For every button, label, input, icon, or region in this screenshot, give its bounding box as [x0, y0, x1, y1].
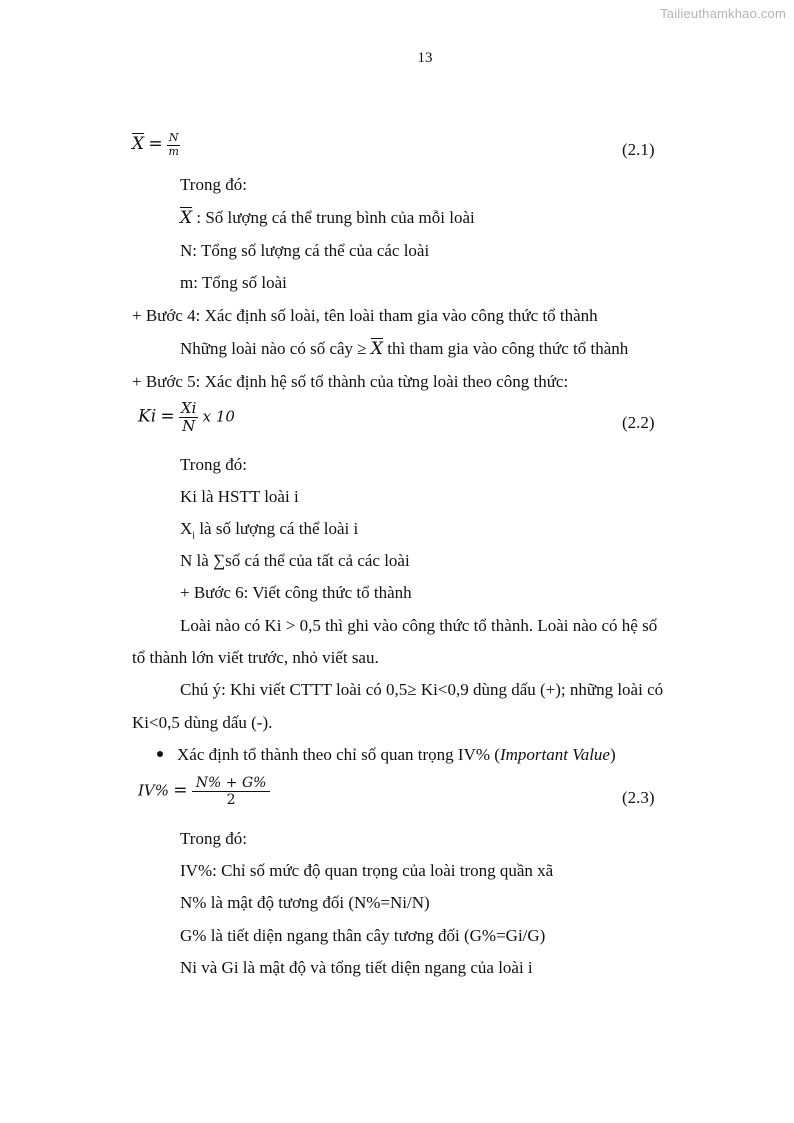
g-percent-definition: G% là tiết diện ngang thân cây tương đối (G%=Gi/G) [180, 926, 546, 945]
xi-subscript: i [192, 530, 196, 542]
note-line2: Ki<0,5 dùng dấu (-). [132, 713, 273, 732]
bullet-icon [157, 751, 163, 757]
eq3-numerator: N% + G% [192, 775, 271, 792]
step-6-title: + Bước 6: Viết công thức tổ thành [180, 583, 412, 602]
page-number: 13 [417, 50, 433, 66]
iv-definition: IV%: Chỉ số mức độ quan trọng của loài trong quần xã [180, 861, 554, 880]
eq2-lhs: Ki [138, 406, 157, 427]
n-definition-2: N là ∑số cá thể của tất cả các loài [180, 551, 410, 570]
step-4-title: + Bước 4: Xác định số loài, tên loài tham gia vào công thức tổ thành [132, 306, 598, 325]
equation-2-1 [132, 132, 180, 158]
watermark: Tailieuthamkhao.com [660, 6, 786, 21]
eq1-fraction [167, 132, 181, 158]
xbar-definition [180, 208, 475, 228]
where-title-3: Trong đó: [180, 829, 247, 848]
eq1-numerator: N [168, 131, 179, 144]
bullet-text: Xác định tổ thành theo chỉ số quan trọng IV% ( [177, 745, 500, 764]
eq2-denominator: N [182, 417, 196, 436]
m-definition: m: Tổng số loài [180, 273, 287, 292]
eq3-equals: = [173, 780, 188, 801]
step-4-detail-pre: Những loài nào có số cây ≥ [180, 339, 371, 358]
eq2-equals: = [160, 406, 175, 427]
ni-gi-definition: Ni và Gi là mật độ và tổng tiết diện ngang của loài i [180, 958, 533, 977]
xi-definition [180, 519, 358, 546]
equation-number-2-3: (2.3) [622, 788, 655, 807]
eq3-denominator: 2 [226, 792, 236, 809]
step-4-detail-post: thì tham gia vào công thức tổ thành [382, 339, 629, 358]
equation-2-2 [138, 400, 235, 436]
n-definition-1: N: Tổng số lượng cá thể của các loài [180, 241, 430, 260]
xbar-symbol: $\overline{X}$ [180, 208, 193, 228]
xbar-desc: : Số lượng cá thể trung bình của mỗi loài [192, 208, 475, 227]
eq2-multiplier: x 10 [202, 407, 235, 426]
eq3-lhs: IV% [138, 781, 170, 800]
where-title-1: Trong đó: [180, 175, 247, 194]
step-4-detail [180, 339, 628, 359]
eq3-fraction [192, 775, 271, 808]
eq2-numerator: Xi [180, 399, 197, 417]
step-5-title: + Bước 5: Xác định hệ số tổ thành của từng loài theo công thức: [132, 372, 569, 391]
eq1-denominator: m [168, 144, 179, 158]
eq2-fraction [179, 400, 198, 436]
eq1-equals: = [148, 134, 163, 155]
bullet-italic: Important Value [499, 745, 610, 764]
equation-2-3 [138, 775, 270, 808]
bullet-item [157, 745, 616, 765]
equation-number-2-2: (2.2) [622, 413, 655, 432]
where-title-2: Trong đó: [180, 455, 247, 474]
para1-line2: tổ thành lớn viết trước, nhỏ viết sau. [132, 648, 379, 667]
step-4-xbar: $\overline{X}$ [370, 339, 383, 359]
bullet-close: ) [609, 745, 616, 764]
xi-main: X [180, 519, 193, 538]
ki-definition: Ki là HSTT loài i [180, 487, 299, 506]
para1-line1: Loài nào có Ki > 0,5 thì ghi vào công thức tổ thành. Loài nào có hệ số [180, 616, 658, 635]
xi-desc: là số lượng cá thể loài i [195, 519, 359, 538]
note-line1: Chú ý: Khi viết CTTT loài có 0,5≥ Ki<0,9 dùng dấu (+); những loài có [180, 680, 664, 699]
eq1-lhs: $\overline{X}$ [132, 134, 145, 155]
n-percent-definition: N% là mật độ tương đối (N%=Ni/N) [180, 893, 430, 912]
equation-number-2-1: (2.1) [622, 140, 655, 159]
